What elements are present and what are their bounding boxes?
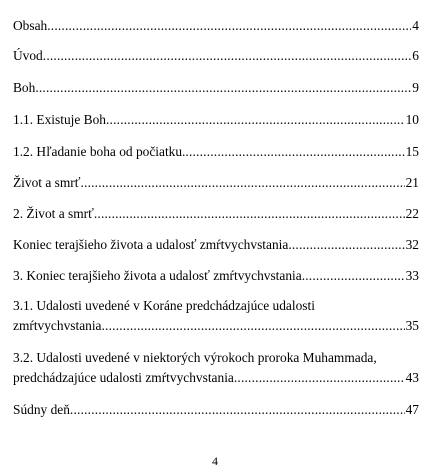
dot-leader (288, 235, 404, 255)
toc-entry-boh[interactable] (13, 78, 419, 98)
toc-entry-1-1[interactable] (13, 110, 419, 130)
dot-leader (302, 266, 405, 286)
toc-entry-page: 15 (405, 144, 419, 159)
toc-entry-page: 4 (412, 18, 419, 33)
toc-entry-title: Súdny deň (13, 402, 70, 417)
toc-entry-page: 22 (405, 206, 419, 221)
dot-leader (106, 110, 405, 130)
toc-entry-page: 6 (412, 48, 419, 63)
dot-leader (102, 316, 405, 336)
toc-entry-1-2[interactable] (13, 142, 419, 162)
toc-entry-page: 10 (405, 112, 419, 127)
toc-entry-sudny-den[interactable] (13, 400, 419, 420)
toc-entry-3-1[interactable] (13, 296, 419, 336)
toc-entry-page: 32 (405, 237, 419, 252)
toc-entry-title: Koniec terajšieho života a udalosť zmŕtvychvstania (13, 237, 289, 252)
toc-entry-page: 9 (412, 80, 419, 95)
toc-entry-title: Obsah (13, 18, 48, 33)
toc-entry-title: Život a smrť (13, 175, 81, 190)
dot-leader (70, 400, 405, 420)
toc-entry-3-2[interactable] (13, 348, 419, 388)
toc-entry-3[interactable] (13, 266, 419, 286)
toc-entry-title-line2: predchádzajúce udalosti zmŕtvychvstania (13, 370, 234, 385)
toc-entry-page: 21 (405, 175, 419, 190)
page-number: 4 (212, 454, 218, 468)
toc-entry-title: 1.1. Existuje Boh (13, 112, 106, 127)
toc-entry-title-line1: 3.1. Udalosti uvedené v Koráne predchádzajúce udalosti (13, 298, 315, 313)
toc-entry-page: 33 (405, 268, 419, 283)
dot-leader (43, 46, 412, 66)
dot-leader (94, 204, 405, 224)
toc-entry-koniec[interactable] (13, 235, 419, 255)
toc-entry-page: 35 (405, 318, 419, 333)
toc-entry-obsah[interactable] (13, 16, 419, 36)
toc-entry-title: Boh (13, 80, 36, 95)
toc-entry-page: 47 (405, 402, 419, 417)
toc-entry-title-line2: zmŕtvychvstania (13, 318, 102, 333)
dot-leader (234, 368, 405, 388)
toc-entry-zivot-a-smrt[interactable] (13, 173, 419, 193)
toc-entry-2[interactable] (13, 204, 419, 224)
toc-entry-title: Úvod (13, 48, 43, 63)
toc-entry-title: 2. Život a smrť (13, 206, 94, 221)
toc-entry-uvod[interactable] (13, 46, 419, 66)
dot-leader (80, 173, 404, 193)
toc-entry-title: 1.2. Hľadanie boha od počiatku. (13, 144, 186, 159)
dot-leader (185, 142, 404, 162)
toc-entry-title: 3. Koniec terajšieho života a udalosť zmŕtvychvstania (13, 268, 302, 283)
toc-entry-page: 43 (405, 370, 419, 385)
toc-entry-title-line1: 3.2. Udalosti uvedené v niektorých výrokoch proroka Muhammada, (13, 350, 377, 365)
dot-leader (47, 16, 411, 36)
dot-leader (35, 78, 411, 98)
